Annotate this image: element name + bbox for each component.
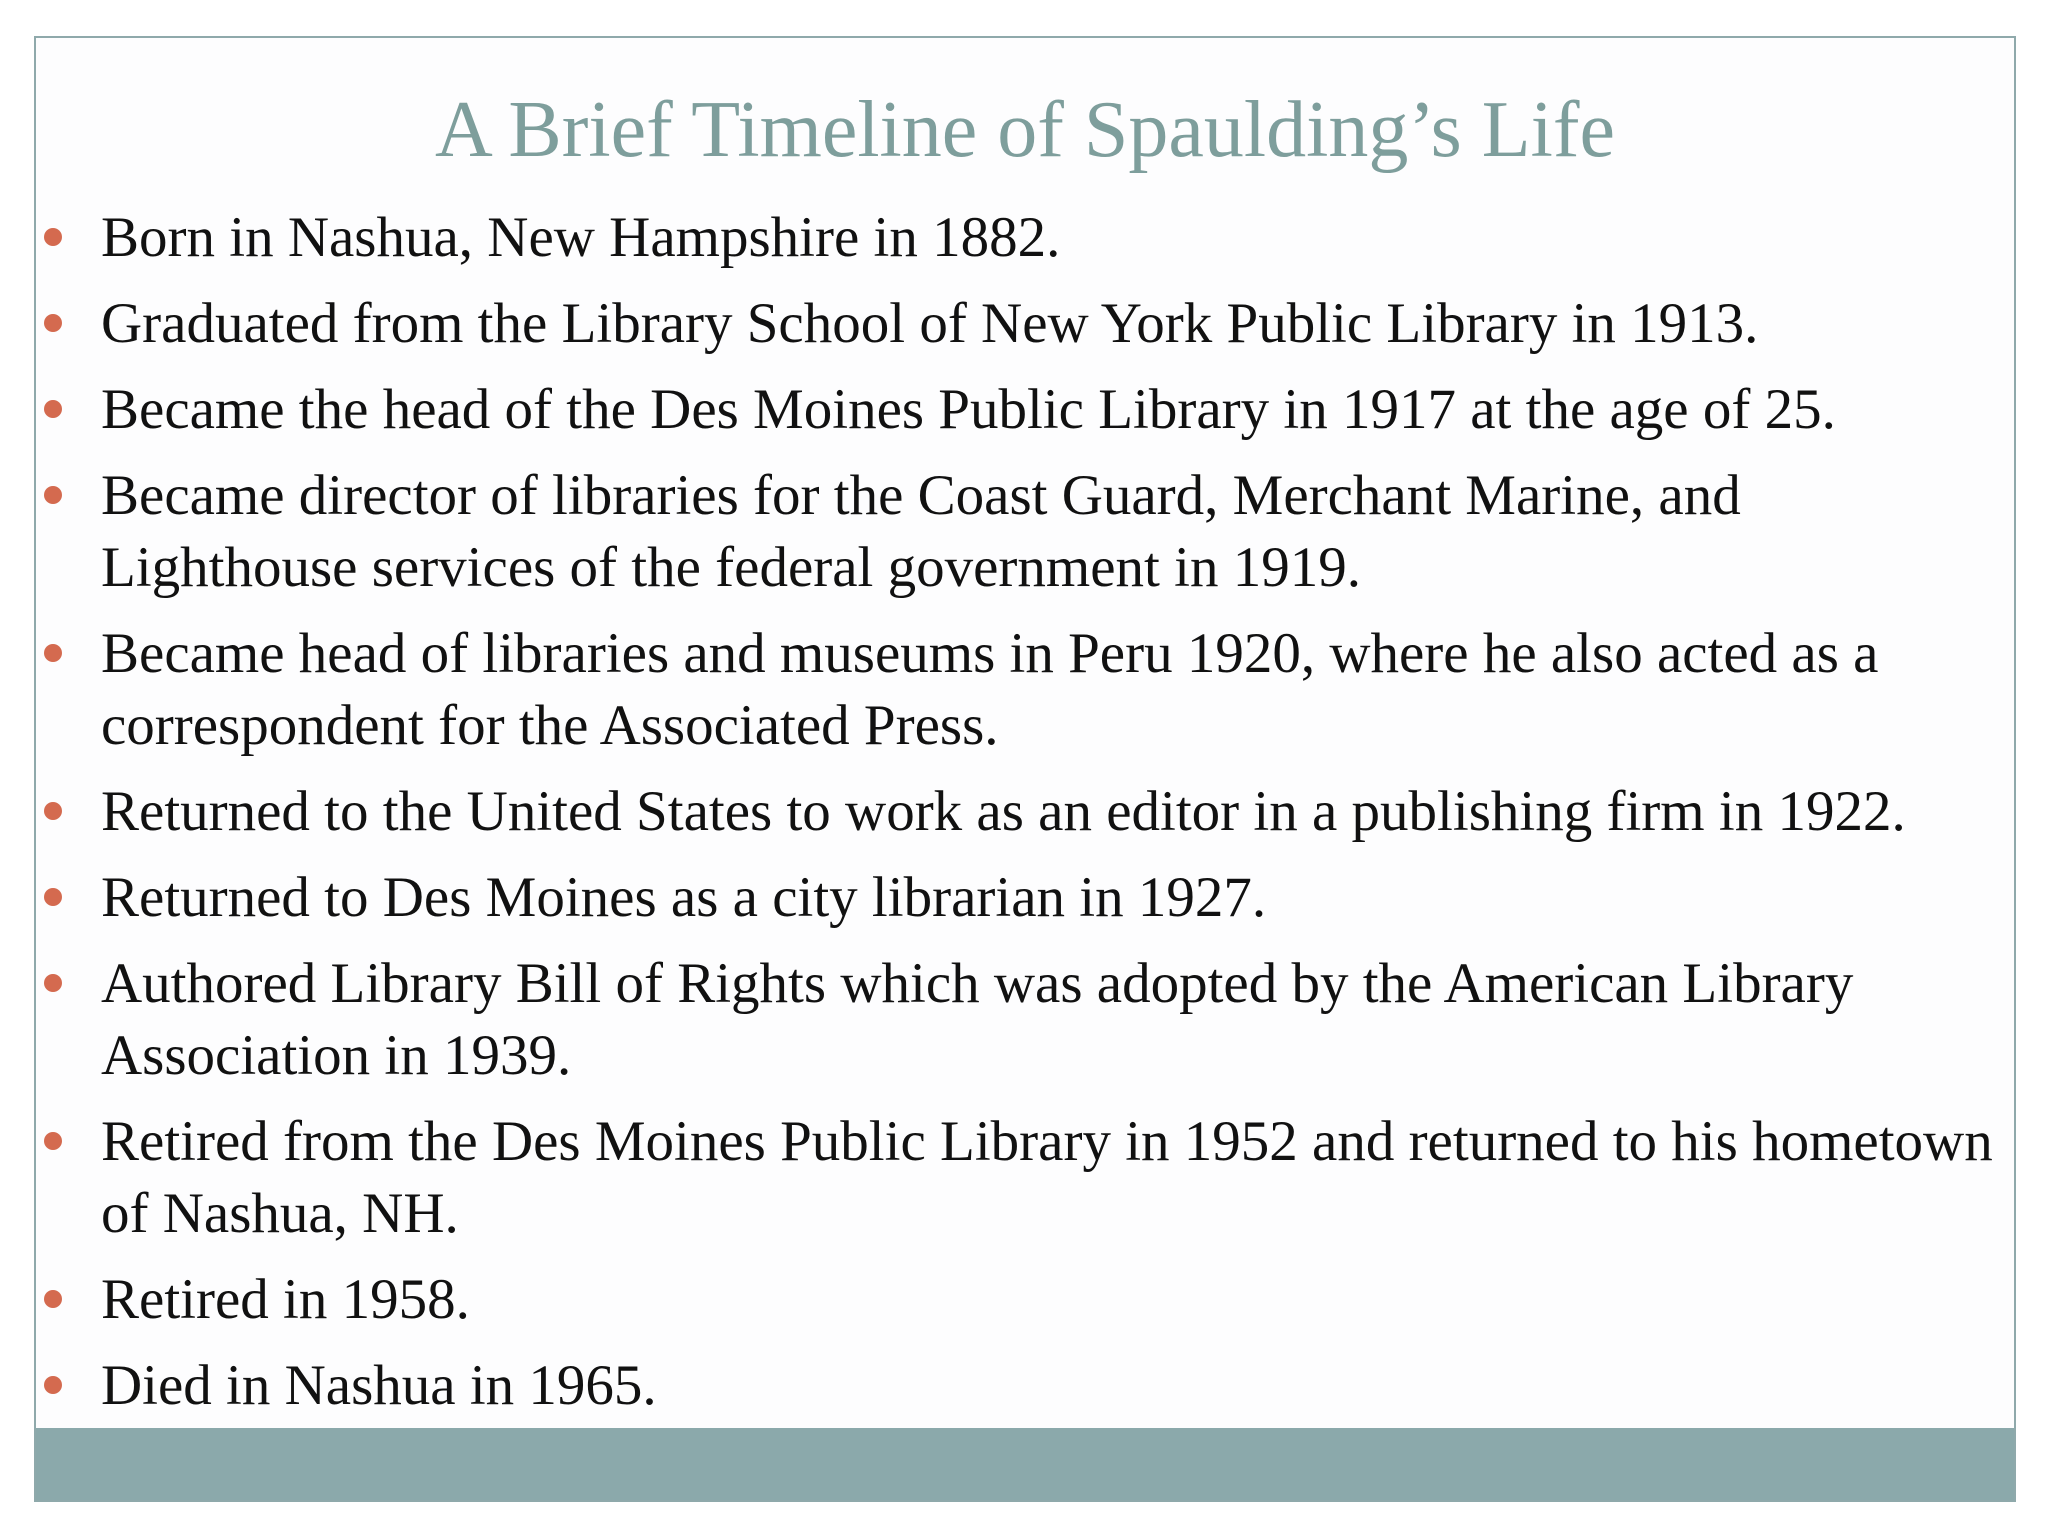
bullet-dot-icon [44,644,62,662]
bullet-dot-icon [44,888,62,906]
timeline-item-text: Became head of libraries and museums in Peru 1920, where he also acted as a correspondent for the Associated Press. [101,622,1879,757]
bullet-dot-icon [44,1376,62,1394]
timeline-item [36,948,2014,1092]
slide [34,36,2016,1502]
timeline-item [36,1264,2014,1336]
timeline-item-text: Returned to the United States to work as an editor in a publishing firm in 1922. [101,780,1906,843]
timeline-item [36,1350,2014,1422]
timeline-item-text: Authored Library Bill of Rights which was adopted by the American Library Association in 1939. [101,952,1854,1087]
bullet-dot-icon [44,400,62,418]
timeline-item-text: Born in Nashua, New Hampshire in 1882. [101,206,1061,269]
timeline-item-text: Retired from the Des Moines Public Library in 1952 and returned to his hometown of Nashua, NH. [101,1110,1993,1245]
footer-band [36,1428,2014,1500]
timeline-item [36,288,2014,360]
timeline-item [36,1106,2014,1250]
timeline-item-text: Died in Nashua in 1965. [101,1354,657,1417]
timeline-item [36,202,2014,274]
bullet-dot-icon [44,974,62,992]
timeline-item-text: Retired in 1958. [101,1268,470,1331]
bullet-dot-icon [44,1290,62,1308]
slide-title: A Brief Timeline of Spaulding’s Life [435,86,1615,174]
timeline-item [36,776,2014,848]
timeline-item [36,618,2014,762]
bullet-dot-icon [44,228,62,246]
timeline-item [36,460,2014,604]
bullet-dot-icon [44,486,62,504]
bullet-dot-icon [44,1132,62,1150]
timeline-item-text: Returned to Des Moines as a city librarian in 1927. [101,866,1267,929]
bullet-dot-icon [44,802,62,820]
timeline-item [36,862,2014,934]
bullet-dot-icon [44,314,62,332]
timeline-item-text: Became director of libraries for the Coast Guard, Merchant Marine, and Lighthouse services of the federal government in 1919. [101,464,1741,599]
timeline-item-text: Became the head of the Des Moines Public Library in 1917 at the age of 25. [101,378,1836,441]
timeline-item-text: Graduated from the Library School of New York Public Library in 1913. [101,292,1759,355]
timeline-item [36,374,2014,446]
timeline-list [36,202,2014,1436]
